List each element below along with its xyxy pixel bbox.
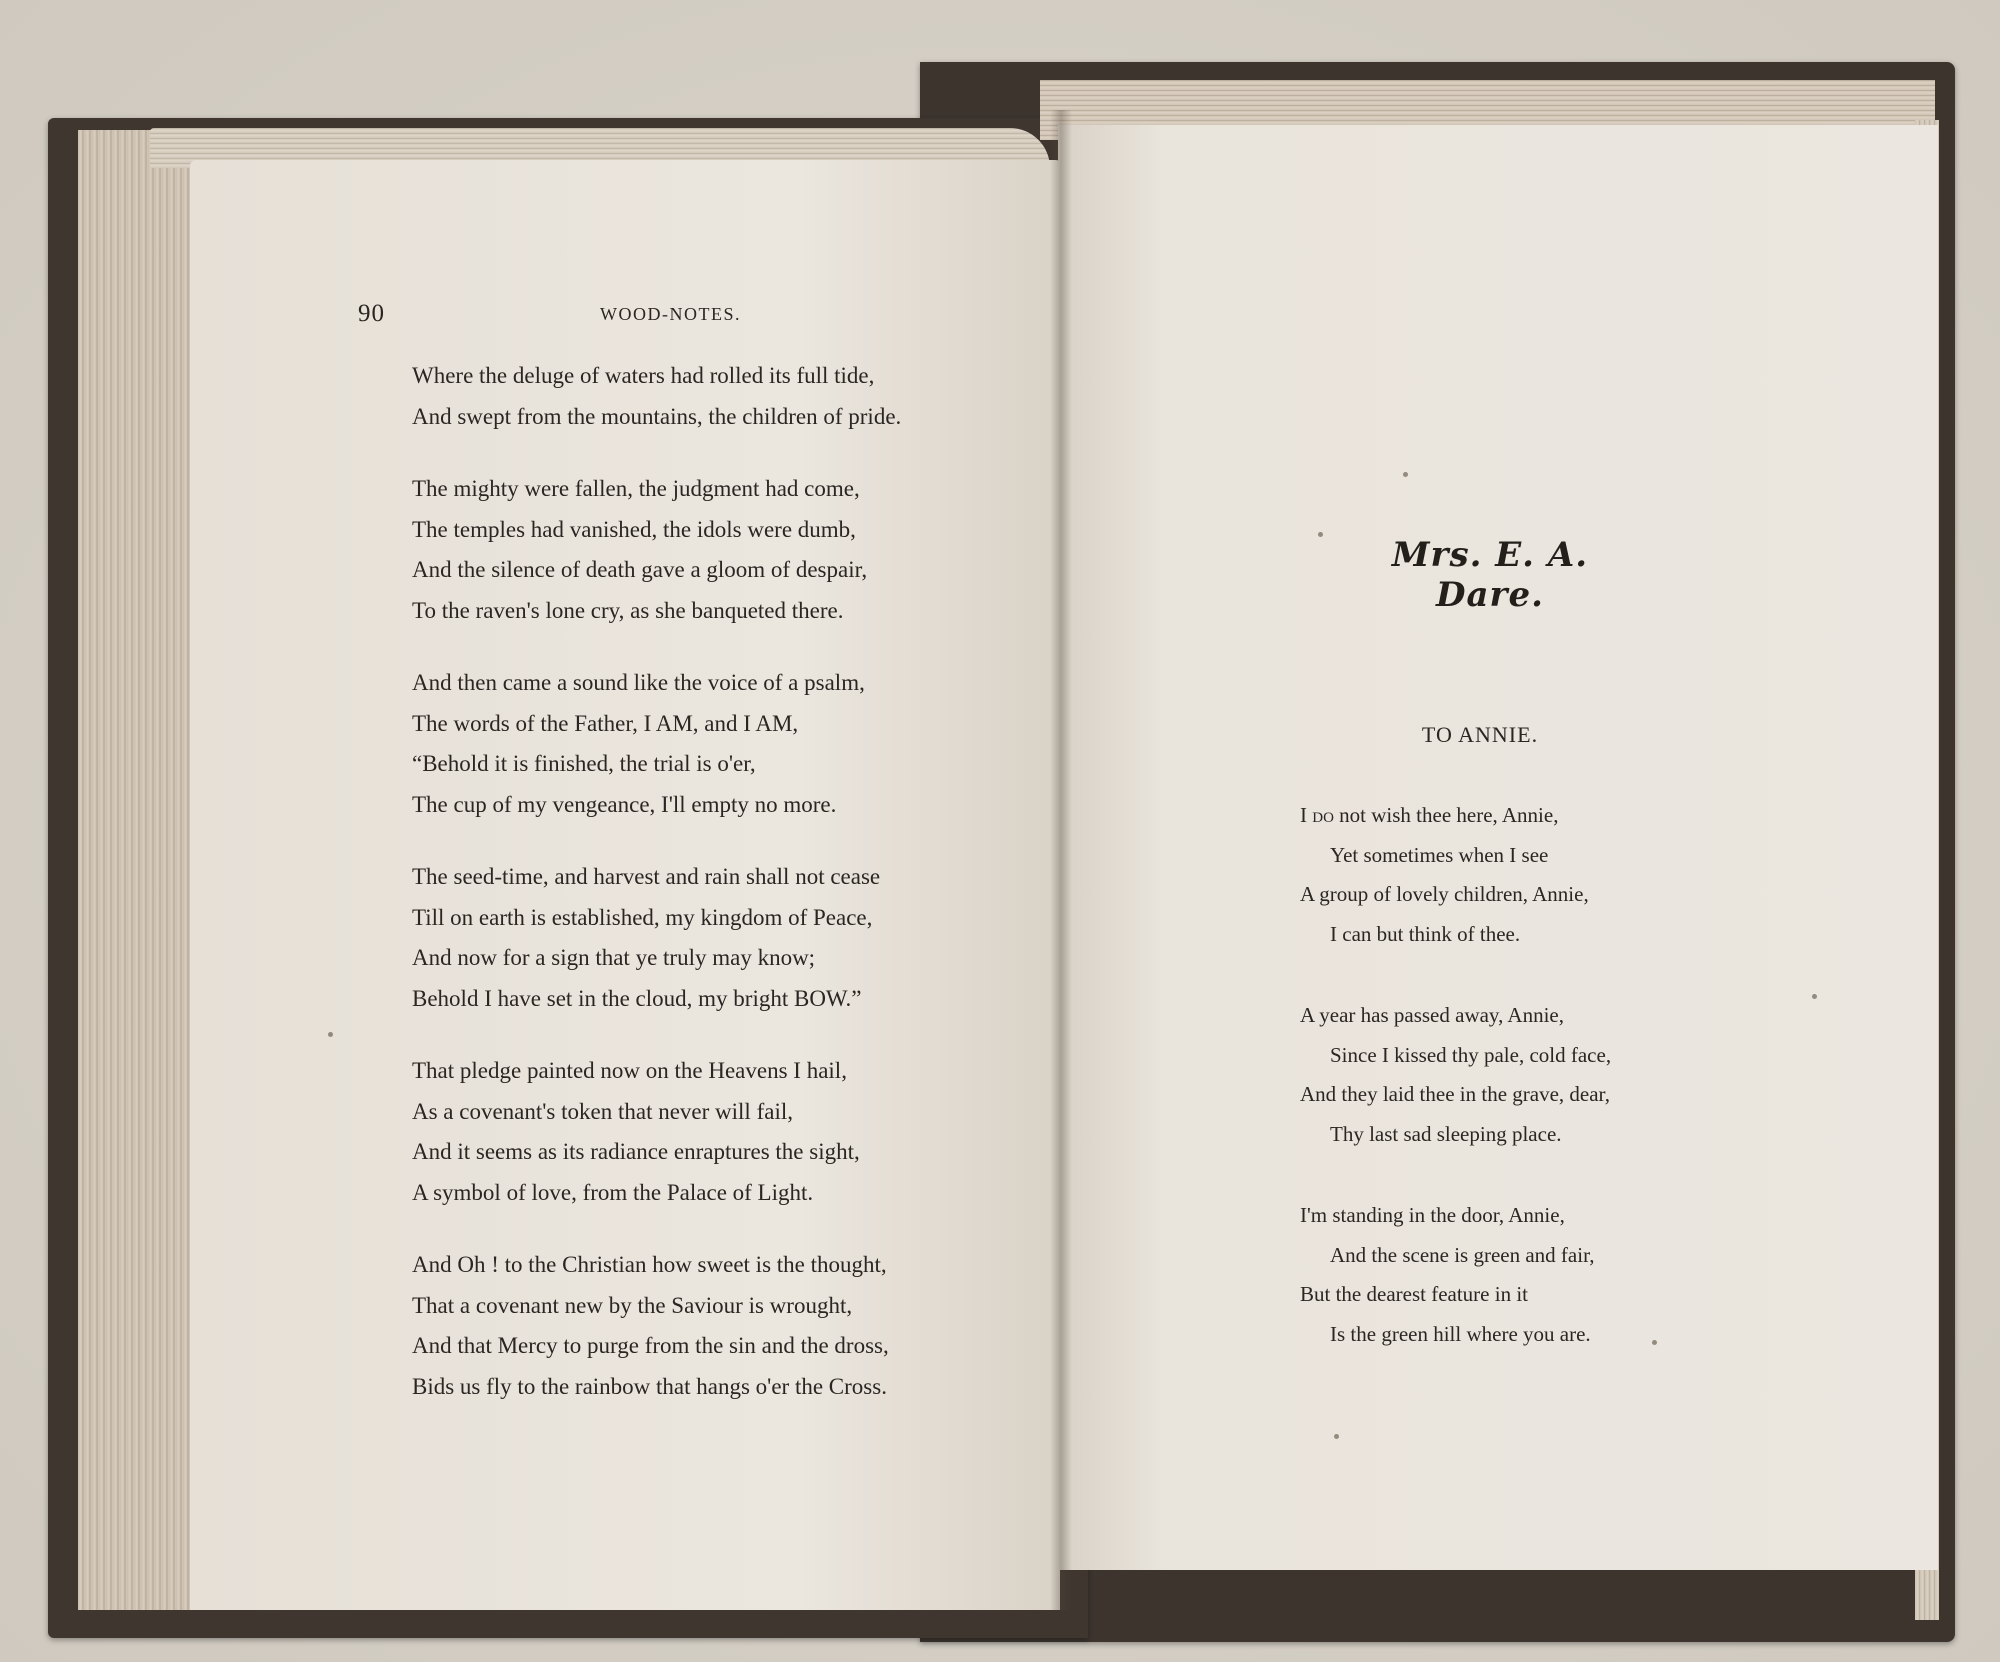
poem-line: Till on earth is established, my kingdom of Peace,	[412, 904, 873, 930]
initial-letter: I	[1300, 803, 1313, 827]
stanza	[412, 356, 1032, 437]
poem-title: TO ANNIE.	[1421, 722, 1539, 747]
poem-line: And swept from the mountains, the children of pride.	[412, 403, 902, 429]
poem-line: That pledge painted now on the Heavens I hail,	[412, 1058, 847, 1083]
poem-line: Yet sometimes when I see	[1330, 842, 1549, 867]
poem-line: “Behold it is finished, the trial is o'er,	[412, 751, 756, 776]
poem-line: The temples had vanished, the idols were dumb,	[412, 516, 856, 542]
poem-line: And Oh ! to the Christian how sweet is the thought,	[412, 1252, 887, 1277]
author-heading: Mrs. E. A. Dare.	[1391, 535, 1589, 615]
poem-line: The words of the Father, I AM, and I AM,	[412, 710, 799, 736]
paper-speck	[328, 1032, 333, 1037]
poem-line: And the silence of death gave a gloom of despair,	[412, 557, 868, 582]
poem-line: The mighty were fallen, the judgment had come,	[412, 476, 860, 501]
poem-line: And now for a sign that ye truly may know;	[412, 945, 816, 970]
poem-line: And the scene is green and fair,	[1330, 1242, 1595, 1267]
poem-line: Where the deluge of waters had rolled its full tide,	[412, 363, 875, 388]
stanza	[1300, 996, 1720, 1154]
book-gutter	[1050, 110, 1072, 1610]
paper-speck	[1403, 472, 1408, 477]
poem-line: Since I kissed thy pale, cold face,	[1330, 1042, 1612, 1067]
poem-line: I can but think of thee.	[1330, 921, 1521, 946]
page-number: 90	[358, 300, 385, 327]
poem-line: Behold I have set in the cloud, my bright BOW.”	[412, 985, 862, 1011]
smallcaps-word: do	[1312, 803, 1334, 827]
paper-speck	[1812, 994, 1817, 999]
paper-speck	[1652, 1340, 1657, 1345]
poem-text-left	[412, 356, 1032, 1439]
paper-speck	[1318, 532, 1323, 537]
poem-line: And then came a sound like the voice of a psalm,	[412, 670, 865, 695]
running-head: WOOD-NOTES.	[600, 304, 741, 324]
line-text: not wish thee here, Annie,	[1339, 803, 1559, 827]
stanza	[1300, 796, 1720, 954]
poem-line: A symbol of love, from the Palace of Light.	[412, 1179, 814, 1205]
poem-line: As a covenant's token that never will fail,	[412, 1098, 793, 1124]
stanza	[412, 663, 1032, 825]
poem-line: Is the green hill where you are.	[1330, 1321, 1591, 1346]
poem-line: I'm standing in the door, Annie,	[1300, 1203, 1565, 1227]
stanza	[412, 857, 1032, 1019]
poem-line: The cup of my vengeance, I'll empty no more.	[412, 791, 837, 817]
stanza	[1300, 1196, 1720, 1354]
poem-line: A year has passed away, Annie,	[1300, 1003, 1564, 1027]
poem-line: Thy last sad sleeping place.	[1330, 1121, 1562, 1146]
page-block-side-edge-left	[78, 130, 198, 1610]
stanza	[412, 1245, 1032, 1407]
poem-line: And it seems as its radiance enraptures the sight,	[412, 1139, 860, 1164]
poem-line: But the dearest feature in it	[1300, 1282, 1528, 1306]
paper-speck	[1334, 1434, 1339, 1439]
poem-line: The seed-time, and harvest and rain shall not cease	[412, 864, 881, 889]
poem-text-right	[1300, 796, 1720, 1396]
poem-line: And that Mercy to purge from the sin and the dross,	[412, 1333, 889, 1358]
poem-line: That a covenant new by the Saviour is wrought,	[412, 1292, 853, 1318]
poem-line: Bids us fly to the rainbow that hangs o'er the Cross.	[412, 1373, 887, 1399]
poem-line: To the raven's lone cry, as she banqueted there.	[412, 597, 844, 623]
stanza	[412, 1051, 1032, 1213]
poem-line	[1300, 796, 1720, 836]
poem-line: A group of lovely children, Annie,	[1300, 882, 1589, 906]
stanza	[412, 469, 1032, 631]
poem-line: And they laid thee in the grave, dear,	[1300, 1082, 1610, 1106]
